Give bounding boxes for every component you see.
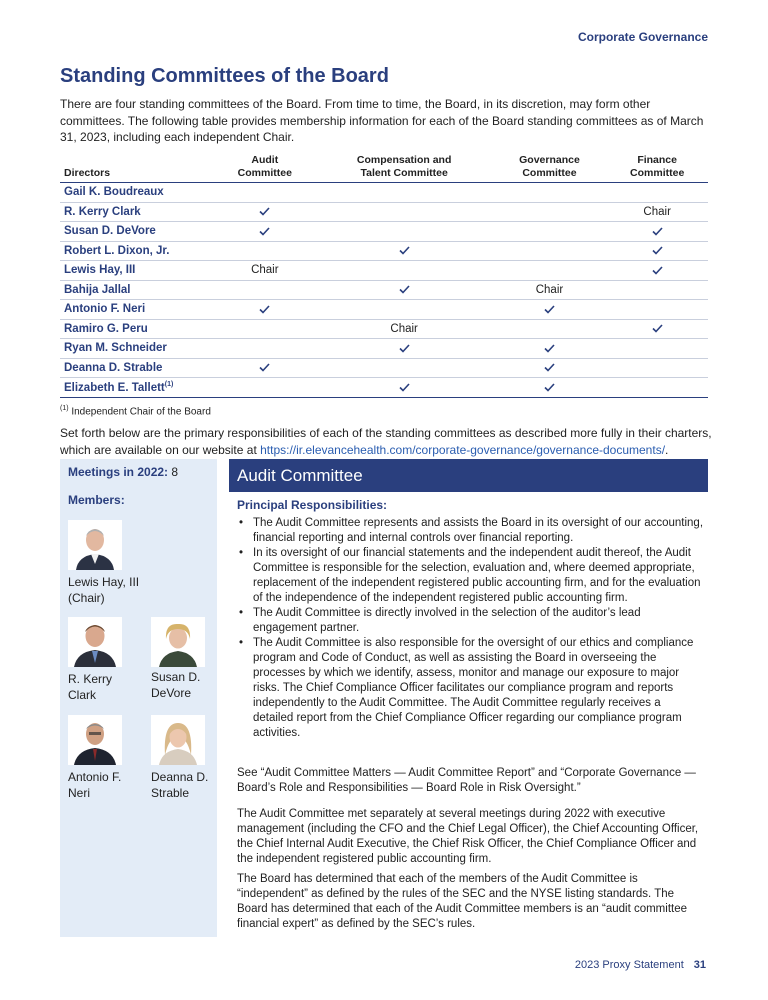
member-photo-susan-devore [151, 617, 205, 667]
director-name [60, 202, 214, 222]
chair-label: Chair [535, 283, 564, 296]
member-name-line2: Strable [151, 786, 190, 800]
checkmark-icon [544, 342, 555, 354]
checkmark-icon [399, 245, 410, 257]
meetings-paragraph: The Audit Committee met separately at several meetings during 2022 with executive management (including the CFO and the Chief Legal Officer), the Chief Accounting Officer, the Chief Internal Audit Executive, the Chief Risk Officer, the Chief Compliance Officer and the independent registered public accounting firm. [237, 808, 699, 865]
checkmark-icon [544, 362, 555, 374]
member-name-line2: Neri [68, 786, 91, 800]
cell-audit [214, 319, 316, 339]
member-name-line2: Clark [68, 688, 97, 702]
checkmark-icon [259, 362, 270, 374]
table-row [60, 358, 708, 378]
cell-audit [214, 300, 316, 320]
director-name [60, 319, 214, 339]
cell-compensation [316, 378, 493, 398]
chair-label: Chair [390, 322, 418, 335]
member-photo-antonio-neri [68, 715, 122, 765]
cell-governance [493, 261, 607, 281]
table-row [60, 222, 708, 242]
director-name-text: Robert L. Dixon, Jr. [64, 244, 170, 257]
cell-audit [214, 202, 316, 222]
cell-governance [493, 183, 607, 203]
table-body [60, 183, 708, 398]
member-name-antonio-neri [68, 769, 121, 801]
director-name [60, 183, 214, 203]
cell-governance [493, 222, 607, 242]
committee-membership-table [60, 154, 708, 398]
checkmark-icon [652, 245, 663, 257]
lead-paragraph [60, 425, 720, 458]
cell-finance [606, 183, 708, 203]
director-name [60, 339, 214, 359]
checkmark-icon [652, 225, 663, 237]
meetings-value: 8 [171, 465, 179, 479]
member-name-deanna-strable [151, 769, 208, 801]
director-name-text: Gail K. Boudreaux [64, 186, 164, 199]
cross-reference-paragraph: See “Audit Committee Matters — Audit Committee Report” and “Corporate Governance — Board’s Role and Responsibilities — Board Role in Risk Oversight.” [237, 767, 696, 794]
members-label: Members: [68, 493, 125, 507]
director-name [60, 300, 214, 320]
table-row [60, 261, 708, 281]
table-row [60, 378, 708, 398]
checkmark-icon [652, 323, 663, 335]
footnote-marker: (1) [60, 405, 69, 412]
col-header-directors: Directors [60, 154, 214, 183]
checkmark-icon [399, 284, 410, 296]
cell-audit [214, 280, 316, 300]
cell-compensation [316, 261, 493, 281]
cell-compensation [316, 300, 493, 320]
member-photo-deanna-strable [151, 715, 205, 765]
table-row [60, 339, 708, 359]
cell-governance [493, 241, 607, 261]
independence-paragraph: The Board has determined that each of the members of the Audit Committee is “independent” as defined by the rules of the SEC and the NYSE listing standards. The Board has determined that each of the Audit Committee members is an “audit committee financial expert” as defined by the SEC’s rules. [237, 873, 687, 930]
checkmark-icon [652, 264, 663, 276]
cell-finance [606, 319, 708, 339]
responsibilities-title: Principal Responsibilities: [237, 498, 388, 512]
checkmark-icon [259, 225, 270, 237]
cell-finance [606, 261, 708, 281]
section-header: Corporate Governance [577, 30, 708, 44]
col-header-fin-line1: Finance [637, 154, 677, 166]
director-name-text: Ramiro G. Peru [64, 322, 148, 335]
member-name-lewis-hay [68, 574, 139, 606]
checkmark-icon [259, 206, 270, 218]
member-name-susan-devore [151, 669, 200, 701]
director-name [60, 280, 214, 300]
list-item: • The Audit Committee is directly involved in the selection of the auditor’s lead engagement partner. [237, 606, 703, 636]
director-name-text: Antonio F. Neri [64, 303, 146, 316]
table-row [60, 280, 708, 300]
director-name [60, 261, 214, 281]
col-header-audit-line1: Audit [251, 154, 279, 166]
cell-governance [493, 358, 607, 378]
cell-compensation [316, 280, 493, 300]
member-name-line1: Deanna D. [151, 770, 209, 784]
cell-compensation [316, 241, 493, 261]
director-name [60, 222, 214, 242]
col-header-gov-line2: Committee [522, 167, 577, 179]
director-name-text: R. Kerry Clark [64, 205, 141, 218]
meetings-count [68, 465, 178, 479]
page-title: Standing Committees of the Board [60, 65, 389, 87]
cell-governance [493, 280, 607, 300]
checkmark-icon [259, 303, 270, 315]
cell-finance [606, 339, 708, 359]
member-name-kerry-clark [68, 671, 112, 703]
cell-governance [493, 378, 607, 398]
checkmark-icon [399, 381, 410, 393]
director-name [60, 358, 214, 378]
cell-finance [606, 202, 708, 222]
director-name-text: Deanna D. Strable [64, 361, 163, 374]
cell-governance [493, 319, 607, 339]
member-name-line1: Lewis Hay, III [68, 575, 140, 589]
cell-governance [493, 202, 607, 222]
col-header-audit-line2: Committee [237, 167, 292, 179]
col-header-compensation [316, 154, 493, 183]
col-header-gov-line1: Governance [519, 154, 580, 166]
col-header-fin-line2: Committee [630, 167, 685, 179]
member-name-line1: R. Kerry [68, 672, 113, 686]
lead-end: . [665, 442, 669, 457]
cell-audit [214, 241, 316, 261]
footnote-reference: (1) [164, 380, 174, 388]
cell-compensation [316, 202, 493, 222]
cell-finance [606, 241, 708, 261]
committee-title: Audit Committee [229, 459, 708, 492]
list-item: • The Audit Committee is also responsible for the oversight of our ethics and compliance program and Code of Conduct, as well as assisting the Board in overseeing the processes by which we identify, assess, monitor and manage our exposure to major risks. The Chief Compliance Officer facilitates our compliance program and reports independently to the Audit Committee. The Audit Committee regularly receives a detailed report from the Chief Compliance Officer regarding our compliance program activities. [237, 636, 703, 741]
page-footer [575, 959, 706, 971]
governance-documents-link[interactable]: https://ir.elevancehealth.com/corporate-governance/governance-documents/ [260, 442, 666, 457]
cell-compensation [316, 319, 493, 339]
member-photo-kerry-clark [68, 617, 122, 667]
table-row [60, 202, 708, 222]
meetings-label: Meetings in 2022: [68, 465, 169, 479]
footer-label: 2023 Proxy Statement [574, 959, 684, 971]
member-name-line1: Susan D. [151, 670, 201, 684]
chair-label: Chair [643, 205, 671, 218]
cell-audit [214, 378, 316, 398]
cell-finance [606, 378, 708, 398]
cell-audit [214, 183, 316, 203]
lead-text: Set forth below are the primary responsibilities of each of the standing committees as described more fully in their charters, which are available on our website at [60, 426, 712, 457]
director-name-text: Bahija Jallal [64, 283, 131, 296]
member-photo-lewis-hay [68, 520, 122, 570]
director-name-text: Susan D. DeVore [64, 225, 156, 238]
table-row [60, 183, 708, 203]
member-name-line2: DeVore [151, 686, 192, 700]
footnote-text: Independent Chair of the Board [71, 406, 211, 418]
col-header-comp-line1: Compensation and [356, 154, 452, 166]
cell-compensation [316, 222, 493, 242]
cell-compensation [316, 183, 493, 203]
checkmark-icon [544, 381, 555, 393]
cell-finance [606, 222, 708, 242]
checkmark-icon [544, 303, 555, 315]
director-name [60, 241, 214, 261]
table-row [60, 241, 708, 261]
page-number: 31 [693, 959, 706, 971]
checkmark-icon [399, 342, 410, 354]
member-name-line2: (Chair) [68, 591, 105, 605]
col-header-governance [493, 154, 607, 183]
cell-compensation [316, 358, 493, 378]
intro-paragraph: There are four standing committees of the Board. From time to time, the Board, in its discretion, may form other committees. The following table provides membership information for each of the Board standing committees as of March 31, 2023, including each independent Chair. [60, 97, 704, 144]
footnote [60, 405, 211, 417]
director-name-text: Ryan M. Schneider [64, 342, 167, 355]
member-name-line1: Antonio F. [68, 770, 122, 784]
cell-governance [493, 300, 607, 320]
table-row [60, 319, 708, 339]
cell-finance [606, 300, 708, 320]
cell-audit [214, 358, 316, 378]
director-name [60, 378, 214, 398]
cell-audit [214, 261, 316, 281]
cell-governance [493, 339, 607, 359]
responsibilities-list [237, 516, 703, 741]
chair-label: Chair [251, 264, 279, 277]
director-name-text: Lewis Hay, III [64, 264, 136, 277]
table-row [60, 300, 708, 320]
cell-finance [606, 358, 708, 378]
cell-compensation [316, 339, 493, 359]
cell-audit [214, 339, 316, 359]
cell-finance [606, 280, 708, 300]
col-header-comp-line2: Talent Committee [360, 167, 448, 179]
list-item: • The Audit Committee represents and assists the Board in its oversight of our accounting, financial reporting and internal controls over financial reporting. [237, 516, 703, 546]
table-header-row [60, 154, 708, 183]
director-name-text: Elizabeth E. Tallett [64, 381, 165, 394]
cell-audit [214, 222, 316, 242]
col-header-audit [214, 154, 316, 183]
committee-sidebar [60, 459, 217, 937]
col-header-finance [606, 154, 708, 183]
list-item: • In its oversight of our financial statements and the independent audit thereof, the Audit Committee is responsible for the selection, evaluation and, where deemed appropriate, replacement of the independent registered public accounting firm, and for the evaluation of the independence of the independent registered public accounting firm. [237, 546, 703, 606]
